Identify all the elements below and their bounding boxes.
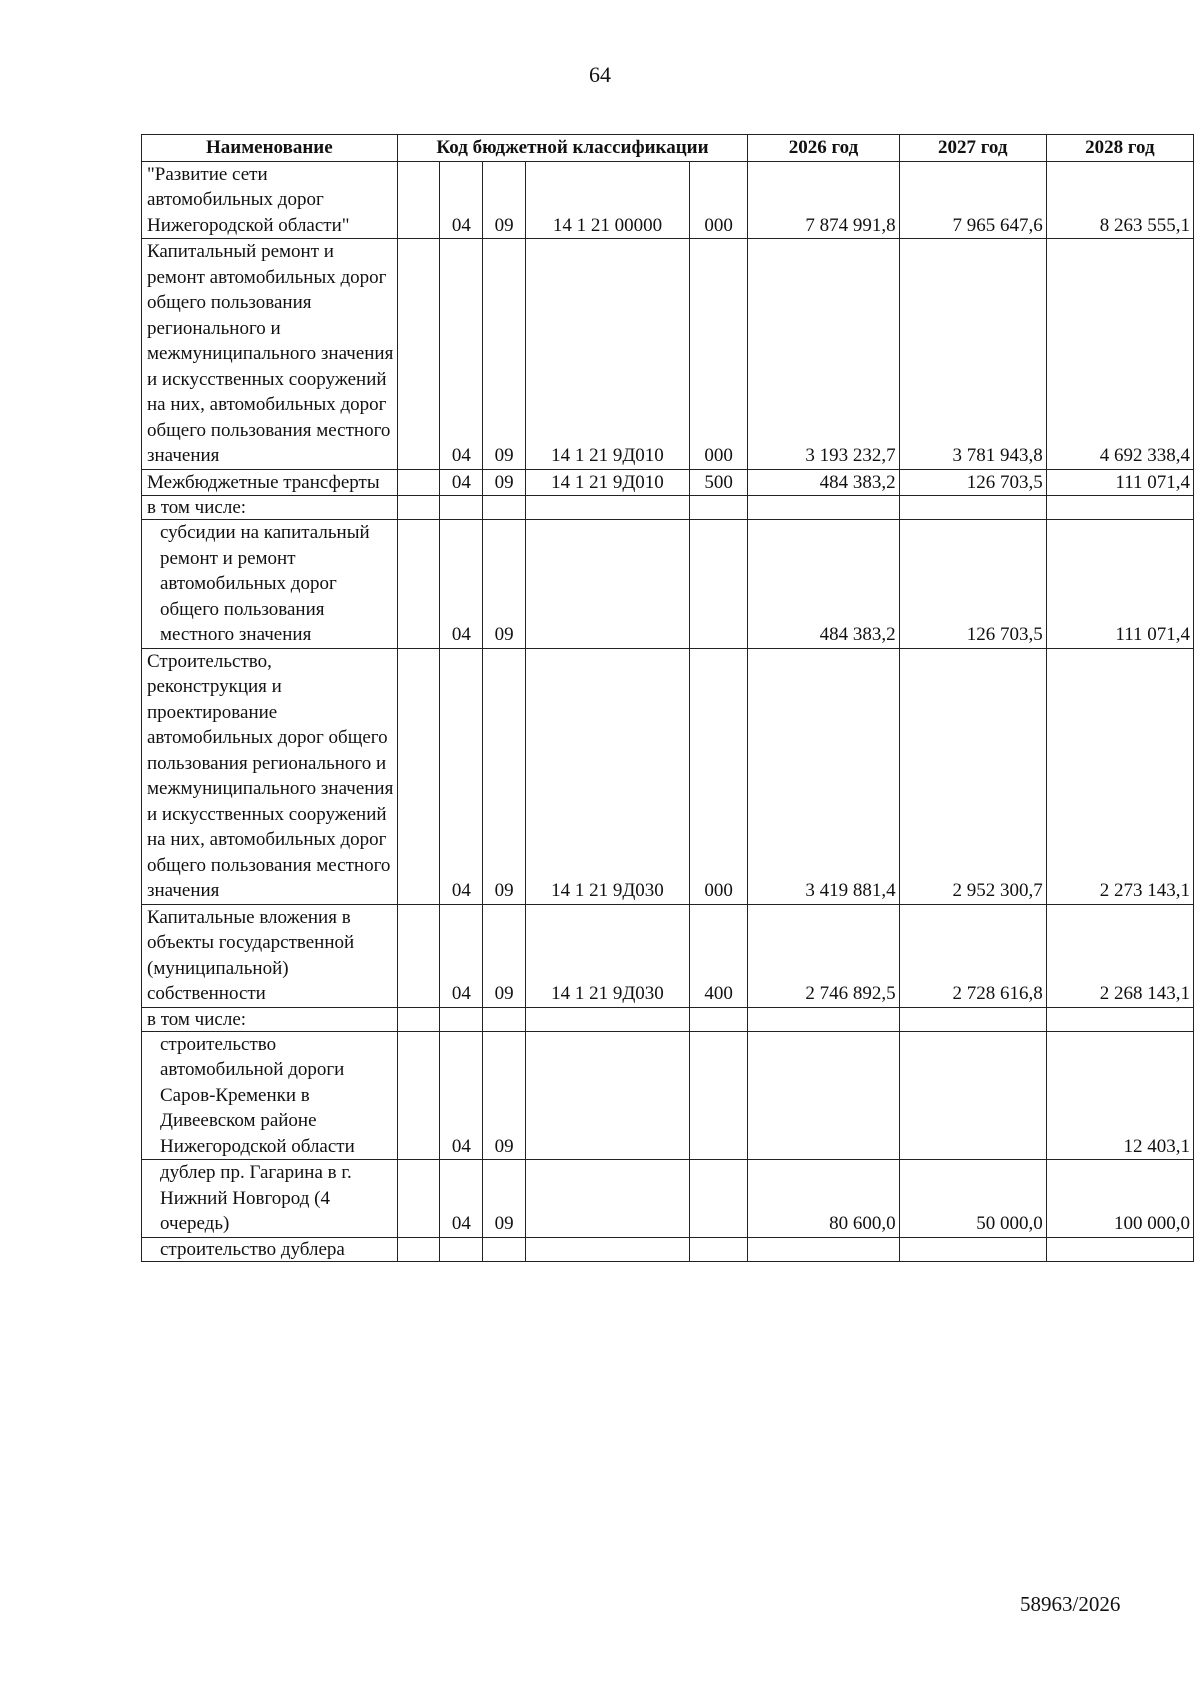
cell-code-section bbox=[440, 1007, 483, 1031]
header-2027: 2027 год bbox=[899, 135, 1046, 162]
cell-code-target: 14 1 21 9Д010 bbox=[526, 469, 690, 496]
cell-name: дублер пр. Гагарина в г. Нижний Новгород (4 очередь) bbox=[142, 1160, 398, 1238]
cell-code-1 bbox=[397, 648, 440, 904]
cell-code-section: 04 bbox=[440, 469, 483, 496]
cell-code-target bbox=[526, 1031, 690, 1160]
cell-2028 bbox=[1046, 1007, 1193, 1031]
cell-code-type bbox=[689, 1031, 747, 1160]
header-name: Наименование bbox=[142, 135, 398, 162]
cell-2027: 126 703,5 bbox=[899, 469, 1046, 496]
cell-code-type bbox=[689, 520, 747, 649]
cell-code-target: 14 1 21 9Д030 bbox=[526, 904, 690, 1007]
cell-code-section: 04 bbox=[440, 1160, 483, 1238]
cell-name: строительство автомобильной дороги Саров-Кременки в Дивеевском районе Нижегородской области bbox=[142, 1031, 398, 1160]
cell-name: Капитальный ремонт и ремонт автомобильных дорог общего пользования регионального и межмуниципального значения и искусственных сооружений на них, автомобильных дорог общего пользования местного значения bbox=[142, 239, 398, 470]
cell-code-type: 000 bbox=[689, 648, 747, 904]
cell-code-1 bbox=[397, 1031, 440, 1160]
cell-2026: 7 874 991,8 bbox=[748, 161, 899, 239]
page-number: 64 bbox=[589, 62, 611, 87]
cell-2028: 111 071,4 bbox=[1046, 520, 1193, 649]
cell-code-target bbox=[526, 496, 690, 520]
cell-code-section bbox=[440, 496, 483, 520]
cell-2027: 2 952 300,7 bbox=[899, 648, 1046, 904]
table-body bbox=[142, 161, 1194, 1261]
cell-code-type bbox=[689, 496, 747, 520]
cell-code-1 bbox=[397, 469, 440, 496]
cell-2026 bbox=[748, 496, 899, 520]
table-row bbox=[142, 1160, 1194, 1238]
cell-name: субсидии на капитальный ремонт и ремонт автомобильных дорог общего пользования местного значения bbox=[142, 520, 398, 649]
cell-2028: 2 268 143,1 bbox=[1046, 904, 1193, 1007]
cell-code-section: 04 bbox=[440, 648, 483, 904]
cell-name: строительство дублера bbox=[142, 1237, 398, 1261]
cell-code-subsection bbox=[483, 1007, 526, 1031]
table-row bbox=[142, 1031, 1194, 1160]
cell-code-subsection: 09 bbox=[483, 469, 526, 496]
cell-2028 bbox=[1046, 1237, 1193, 1261]
cell-code-1 bbox=[397, 904, 440, 1007]
cell-2027 bbox=[899, 496, 1046, 520]
cell-2027 bbox=[899, 1007, 1046, 1031]
cell-code-section: 04 bbox=[440, 239, 483, 470]
cell-2028 bbox=[1046, 496, 1193, 520]
cell-code-target bbox=[526, 1237, 690, 1261]
cell-code-1 bbox=[397, 496, 440, 520]
cell-code-subsection bbox=[483, 496, 526, 520]
cell-2028: 12 403,1 bbox=[1046, 1031, 1193, 1160]
cell-code-subsection: 09 bbox=[483, 520, 526, 649]
cell-name: Капитальные вложения в объекты государственной (муниципальной) собственности bbox=[142, 904, 398, 1007]
cell-code-1 bbox=[397, 1007, 440, 1031]
budget-table bbox=[141, 134, 1194, 1262]
cell-name: Межбюджетные трансферты bbox=[142, 469, 398, 496]
cell-code-type bbox=[689, 1237, 747, 1261]
cell-2027: 7 965 647,6 bbox=[899, 161, 1046, 239]
header-code: Код бюджетной классификации bbox=[397, 135, 748, 162]
table-row bbox=[142, 161, 1194, 239]
cell-code-subsection: 09 bbox=[483, 1160, 526, 1238]
cell-2028: 2 273 143,1 bbox=[1046, 648, 1193, 904]
cell-2026: 80 600,0 bbox=[748, 1160, 899, 1238]
cell-code-type bbox=[689, 1007, 747, 1031]
cell-2026: 2 746 892,5 bbox=[748, 904, 899, 1007]
cell-code-type: 000 bbox=[689, 161, 747, 239]
cell-code-subsection: 09 bbox=[483, 648, 526, 904]
cell-code-section: 04 bbox=[440, 161, 483, 239]
cell-2027 bbox=[899, 1031, 1046, 1160]
cell-code-target: 14 1 21 9Д010 bbox=[526, 239, 690, 470]
cell-code-1 bbox=[397, 239, 440, 470]
cell-code-target bbox=[526, 520, 690, 649]
cell-2026: 484 383,2 bbox=[748, 520, 899, 649]
table-header-row bbox=[142, 135, 1194, 162]
table-row bbox=[142, 1007, 1194, 1031]
cell-2028: 100 000,0 bbox=[1046, 1160, 1193, 1238]
cell-2026 bbox=[748, 1237, 899, 1261]
cell-2028: 111 071,4 bbox=[1046, 469, 1193, 496]
table-row bbox=[142, 520, 1194, 649]
cell-code-1 bbox=[397, 1237, 440, 1261]
cell-code-subsection: 09 bbox=[483, 161, 526, 239]
cell-code-subsection bbox=[483, 1237, 526, 1261]
cell-2028: 8 263 555,1 bbox=[1046, 161, 1193, 239]
cell-2027: 3 781 943,8 bbox=[899, 239, 1046, 470]
cell-code-section bbox=[440, 1237, 483, 1261]
cell-code-section: 04 bbox=[440, 1031, 483, 1160]
cell-code-1 bbox=[397, 520, 440, 649]
cell-2026: 484 383,2 bbox=[748, 469, 899, 496]
cell-code-type bbox=[689, 1160, 747, 1238]
cell-2026: 3 419 881,4 bbox=[748, 648, 899, 904]
cell-2026 bbox=[748, 1007, 899, 1031]
cell-2026: 3 193 232,7 bbox=[748, 239, 899, 470]
document-number: 58963/2026 bbox=[1020, 1592, 1121, 1616]
cell-code-type: 400 bbox=[689, 904, 747, 1007]
cell-code-target: 14 1 21 00000 bbox=[526, 161, 690, 239]
cell-code-target: 14 1 21 9Д030 bbox=[526, 648, 690, 904]
cell-code-section: 04 bbox=[440, 904, 483, 1007]
cell-code-section: 04 bbox=[440, 520, 483, 649]
table-row bbox=[142, 469, 1194, 496]
cell-name: Строительство, реконструкция и проектирование автомобильных дорог общего пользования регионального и межмуниципального значения и искусственных сооружений на них, автомобильных дорог общего пользования местного значения bbox=[142, 648, 398, 904]
cell-name: в том числе: bbox=[142, 496, 398, 520]
cell-code-1 bbox=[397, 161, 440, 239]
cell-2028: 4 692 338,4 bbox=[1046, 239, 1193, 470]
cell-code-target bbox=[526, 1160, 690, 1238]
header-2028: 2028 год bbox=[1046, 135, 1193, 162]
cell-code-subsection: 09 bbox=[483, 1031, 526, 1160]
table-row bbox=[142, 904, 1194, 1007]
cell-code-target bbox=[526, 1007, 690, 1031]
table-row bbox=[142, 648, 1194, 904]
cell-2027 bbox=[899, 1237, 1046, 1261]
cell-2027: 126 703,5 bbox=[899, 520, 1046, 649]
cell-name: "Развитие сети автомобильных дорог Нижегородской области" bbox=[142, 161, 398, 239]
cell-name: в том числе: bbox=[142, 1007, 398, 1031]
cell-2027: 50 000,0 bbox=[899, 1160, 1046, 1238]
table-row bbox=[142, 239, 1194, 470]
cell-code-1 bbox=[397, 1160, 440, 1238]
header-2026: 2026 год bbox=[748, 135, 899, 162]
cell-code-subsection: 09 bbox=[483, 904, 526, 1007]
cell-code-type: 500 bbox=[689, 469, 747, 496]
cell-code-subsection: 09 bbox=[483, 239, 526, 470]
table-row bbox=[142, 1237, 1194, 1261]
cell-code-type: 000 bbox=[689, 239, 747, 470]
table-row bbox=[142, 496, 1194, 520]
cell-2027: 2 728 616,8 bbox=[899, 904, 1046, 1007]
cell-2026 bbox=[748, 1031, 899, 1160]
